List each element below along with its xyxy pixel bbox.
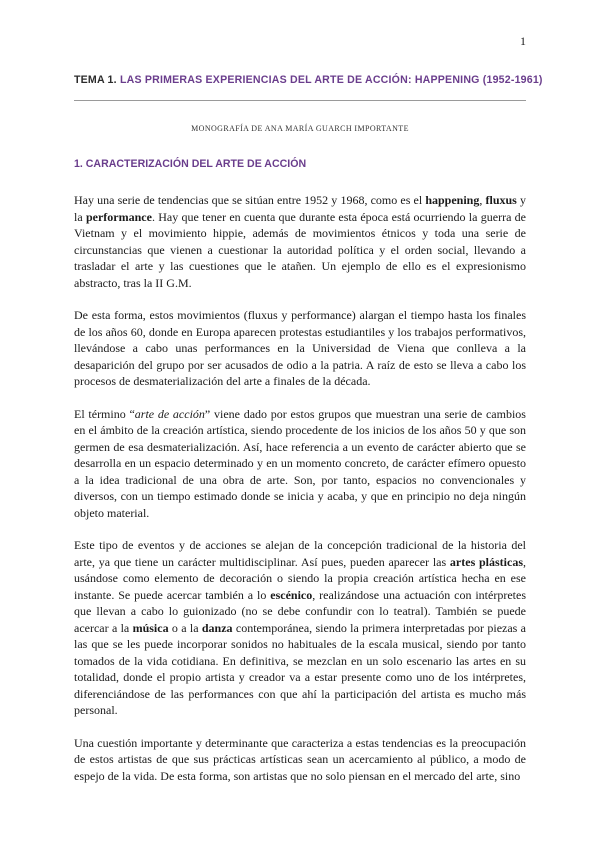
paragraph-1 [74,192,526,291]
text-run: y la [74,193,526,224]
text-run: Hay una serie de tendencias que se sitúan entre 1952 y 1968, como es el [74,193,426,207]
section-heading: 1. CARACTERIZACIÓN DEL ARTE DE ACCIÓN [74,158,307,170]
title-main: LAS PRIMERAS EXPERIENCIAS DEL ARTE DE ACCIÓN: HAPPENING (1952-1961) [119,74,543,86]
title-divider [74,100,526,101]
bold-term-performance: performance [85,209,152,224]
bold-term-danza: danza [201,620,233,635]
paragraph-2 [74,307,526,390]
document-subtitle: MONOGRAFÍA DE ANA MARÍA GUARCH IMPORTANTE [191,124,409,133]
bold-term-fluxus: fluxus [485,193,517,207]
paragraph-4 [74,537,526,719]
bold-term-artes-plasticas: artes plásticas [449,554,523,569]
text-run: contemporánea, siendo la primera interpretadas por piezas a las que se les puede incorporar sonidos no habituales de la escala musical, siendo por tanto tomados de la vida cotidiana. En definitiva, se mezclan en un solo escenario las artes en su totalidad, donde el propio artista y creador va a estar presente como uno de los intérpretes, diferenciándose de las performances con que ahí la participación del artista es mucho más personal. [74,620,526,717]
text-run: . Hay que tener en cuenta que durante esta época está ocurriendo la guerra de Vietnam y el movimiento hippie, además de movimientos étnicos y toda una serie de circunstancias que vienen a cuestionar la autoridad política y el orden social, llevando a trasladar el arte y las cuestiones que le atañen. Un ejemplo de ello es el expresionismo abstracto, tras la II G.M. [74,209,526,290]
text-run: El término “ [74,406,135,421]
bold-term-happening: happening [425,193,480,207]
text-run: , realizándose una actuación con intérpretes que llevan a cabo lo guionizado (no se debe confundir con lo teatral). También se puede acercar a la [74,587,526,635]
text-run: Este tipo de eventos y de acciones se alejan de la concepción tradicional de la historia del arte, ya que tiene un carácter multidisciplinar. Así pues, pueden aparecer las [74,538,526,569]
document-title [74,74,543,86]
paragraph-3 [74,406,526,522]
paragraph-5 [74,735,526,785]
text-run: ” viene dado por estos grupos que muestran una serie de cambios en el ámbito de la creación artística, siendo procedente de los inicios de los años 50 y que son germen de esa desmaterialización. Así, hace referencia a un evento de carácter abierto que se desarrolla en un espacio determinado y en un momento concreto, de carácter efímero opuesto a la idea tradicional de una obra de arte. Son, por tanto, espacios no convencionales y diversos, con un tiempo estimado donde se inicia y acaba, y que en principio no deja ningún objeto material. [74,406,526,520]
text-run: , usándose como elemento de decoración o siendo la propia creación artística hecha en ese instante. Se puede acercar también a lo [74,554,526,602]
italic-term-arte-de-accion: arte de acción [134,406,205,421]
text-run: Una cuestión importante y determinante que caracteriza a estas tendencias es la preocupación de estos artistas de que sus prácticas artísticas sean un acercamiento al público, a modo de espejo de la vida. De esta forma, son artistas que no solo piensan en el mercado del arte, sino [74,735,526,783]
document-body [74,192,526,784]
bold-term-musica: música [132,620,169,635]
text-run: o a la [168,620,202,635]
title-prefix: TEMA 1. [74,74,120,86]
text-run: , [479,193,486,207]
page-number: 1 [520,34,526,48]
bold-term-escenico: escénico [270,587,313,602]
text-run: De esta forma, estos movimientos (fluxus y performance) alargan el tiempo hasta los finales de los años 60, donde en Europa aparecen protestas estudiantiles y los trabajos performativos, llevándose a cabo unas performances en la Universidad de Viena que conlleva a la desaparición del grupo por ser acusados de odio a la patria. A raíz de esto se lleva a cabo los procesos de desmaterialización del arte a finales de la década. [74,308,526,388]
